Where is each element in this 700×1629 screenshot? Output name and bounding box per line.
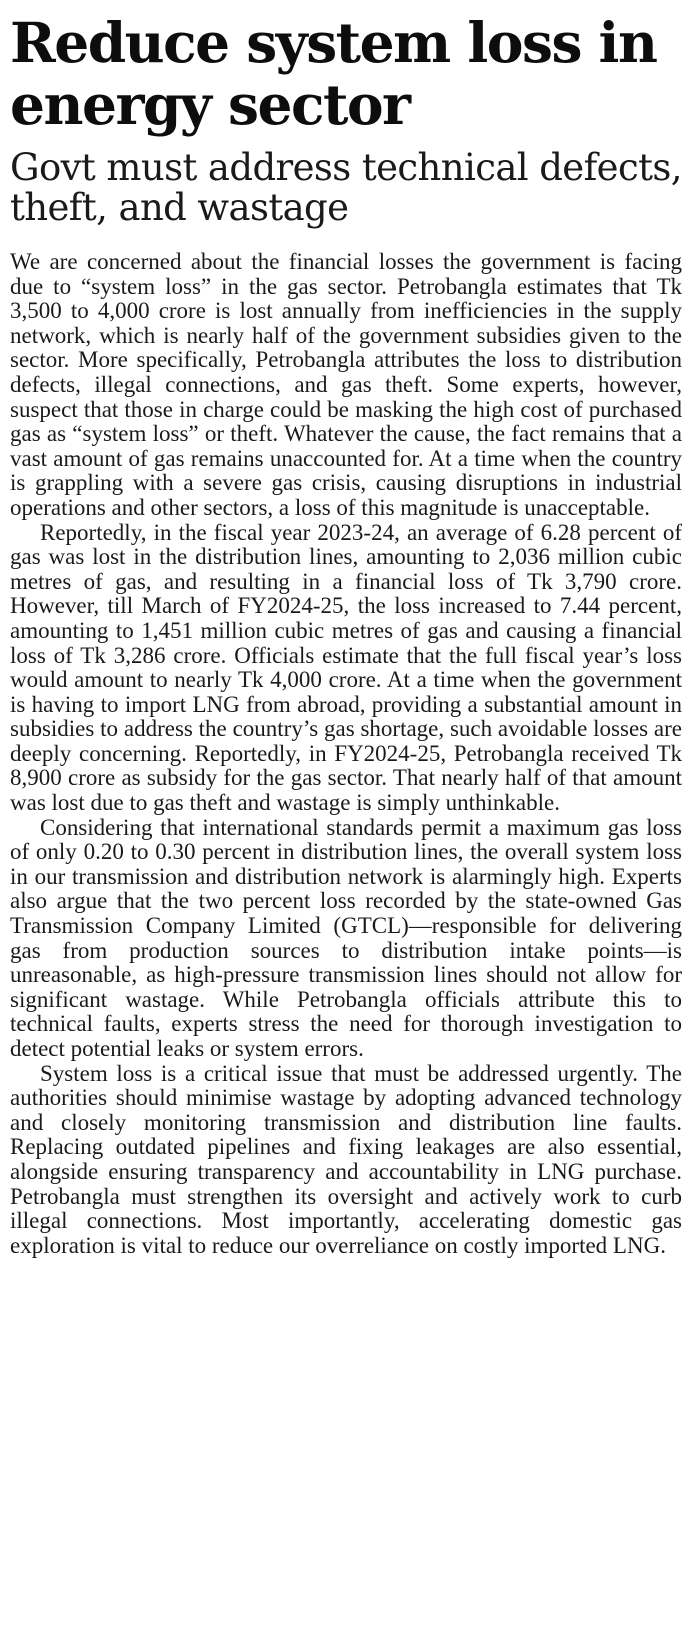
subheadline: Govt must address technical defects, theft, and wastage [10,146,682,229]
headline: Reduce system loss in energy sector [10,10,657,137]
paragraph-4: System loss is a critical issue that must be addressed urgently. The authorities should minimise wastage by adopting advanced technology and closely monitoring transmission and distribution line faults. Replacing outdated pipelines and fixing leakages are also essential, alongside ensuring transparency and accountability in LNG purchase. Petrobangla must strengthen its oversight and actively work to curb illegal connections. Most importantly, accelerating domestic gas exploration is vital to reduce our overreliance on costly imported LNG. [10,1060,682,1258]
article-body [10,250,682,1258]
paragraph-2: Reportedly, in the fiscal year 2023-24, an average of 6.28 percent of gas was lost in the distribution lines, amounting to 2,036 million cubic metres of gas, and resulting in a financial loss of Tk 3,790 crore. However, till March of FY2024-25, the loss increased to 7.44 percent, amounting to 1,451 million cubic metres of gas and causing a financial loss of Tk 3,286 crore. Officials estimate that the full fiscal year’s loss would amount to nearly Tk 4,000 crore. At a time when the government is having to import LNG from abroad, providing a substantial amount in subsidies to address the country’s gas shortage, such avoidable losses are deeply concerning. Reportedly, in FY2024-25, Petrobangla received Tk 8,900 crore as subsidy for the gas sector. That nearly half of that amount was lost due to gas theft and wastage is simply unthinkable. [10,519,682,816]
paragraph-3: Considering that international standards permit a maximum gas loss of only 0.20 to 0.30 percent in distribution lines, the overall system loss in our transmission and distribution network is alarmingly high. Experts also argue that the two percent loss recorded by the state-owned Gas Transmission Company Limited (GTCL)—responsible for delivering gas from production sources to distribution intake points—is unreasonable, as high-pressure transmission lines should not allow for significant wastage. While Petrobangla officials attribute this to technical faults, experts stress the need for thorough investigation to detect potential leaks or system errors. [10,814,682,1061]
paragraph-1: We are concerned about the financial losses the government is facing due to “system loss” in the gas sector. Petrobangla estimates that Tk 3,500 to 4,000 crore is lost annually from inefficiencies in the supply network, which is nearly half of the government subsidies given to the sector. More specifically, Petrobangla attributes the loss to distribution defects, illegal connections, and gas theft. Some experts, however, suspect that those in charge could be masking the high cost of purchased gas as “system loss” or theft. Whatever the cause, the fact remains that a vast amount of gas remains unaccounted for. At a time when the country is grappling with a severe gas crisis, causing disruptions in industrial operations and other sectors, a loss of this magnitude is unacceptable. [10,249,682,520]
